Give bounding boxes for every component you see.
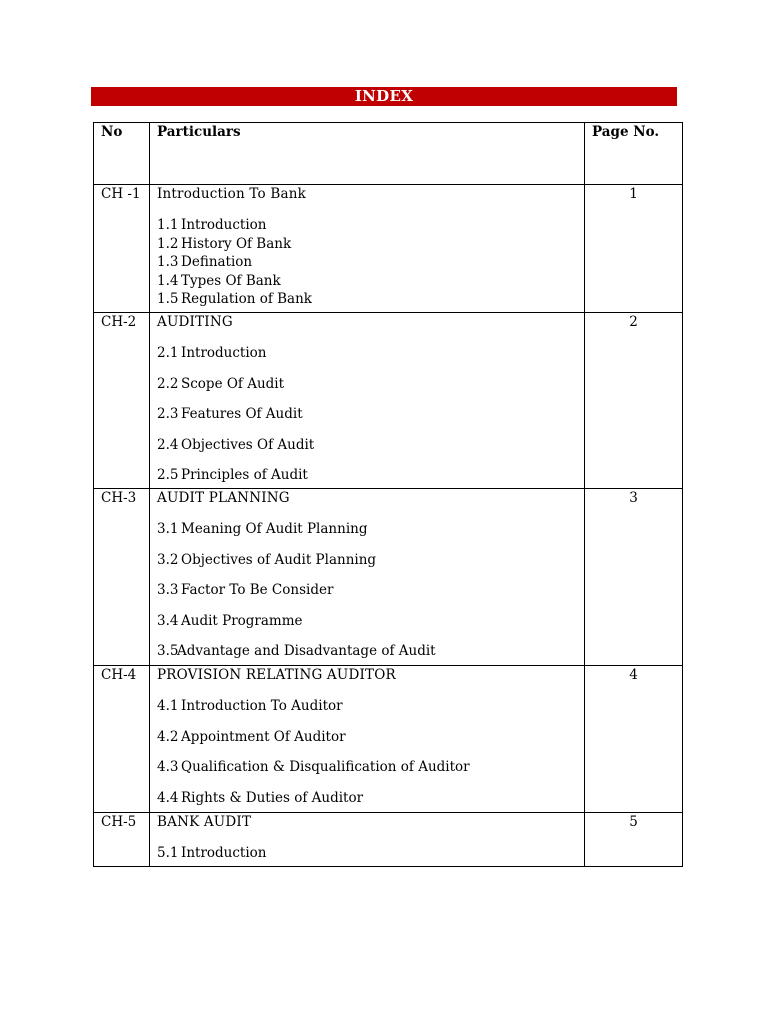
chapter-row: [94, 313, 683, 489]
sub-item: [157, 291, 584, 307]
sub-item: [157, 698, 584, 714]
chapter-page-number: 1: [629, 186, 638, 202]
sub-item: [157, 254, 584, 270]
sub-item-text: Regulation of Bank: [181, 291, 312, 307]
chapter-page-number: 5: [629, 813, 638, 830]
sub-item: [157, 643, 584, 659]
chapter-no: CH-2: [101, 314, 137, 330]
sub-item: [157, 613, 584, 629]
sub-item-number: 1.1: [157, 217, 179, 233]
sub-item: [157, 552, 584, 568]
sub-item-text: Advantage and Disadvantage of Audit: [177, 643, 436, 659]
sub-item-text: Qualification & Disqualification of Auditor: [181, 759, 470, 775]
sub-item-number: 4.4: [157, 789, 179, 806]
sub-item: [157, 729, 584, 745]
sub-item-number: 1.4: [157, 272, 179, 289]
chapter-title: AUDITING: [157, 314, 233, 330]
sub-item-text: Objectives of Audit Planning: [181, 551, 377, 568]
sub-item-number: 1.2: [157, 235, 179, 252]
index-title-bar: [91, 87, 677, 106]
sub-item-number: 1.3: [157, 254, 179, 270]
sub-item-text: Scope Of Audit: [181, 375, 285, 392]
chapter-no: CH -1: [101, 186, 141, 202]
sub-item-text: Introduction To Auditor: [181, 698, 343, 714]
sub-item: [157, 406, 584, 422]
sub-item: [157, 437, 584, 453]
sub-item-text: Defination: [181, 254, 253, 270]
header-particulars: Particulars: [150, 123, 585, 185]
chapter-row: [94, 489, 683, 666]
sub-item-text: Introduction: [181, 217, 267, 233]
sub-item: [157, 217, 584, 233]
chapter-no-cell: [94, 185, 150, 313]
sub-item-number: 4.2: [157, 728, 179, 745]
chapter-title: BANK AUDIT: [157, 813, 252, 830]
chapter-page-number: 3: [629, 490, 638, 506]
sub-item-number: 3.2: [157, 551, 179, 568]
sub-item-text: Types Of Bank: [181, 272, 281, 289]
chapter-no: CH-4: [101, 667, 137, 683]
sub-item-text: Factor To Be Consider: [181, 582, 334, 598]
chapter-particulars-cell: [150, 666, 585, 813]
chapter-row: [94, 666, 683, 813]
sub-item-number: 2.2: [157, 375, 179, 392]
chapter-page-cell: [585, 812, 683, 866]
sub-item-number: 2.4: [157, 436, 179, 453]
chapter-no-cell: [94, 666, 150, 813]
sub-item-number: 1.5: [157, 291, 179, 307]
sub-item-text: Introduction: [181, 345, 267, 361]
sub-item: [157, 845, 584, 861]
index-table: [93, 122, 683, 867]
header-row: [94, 123, 683, 185]
chapter-page-cell: [585, 313, 683, 489]
chapter-page-cell: [585, 666, 683, 813]
chapter-particulars-cell: [150, 185, 585, 313]
sub-item: [157, 273, 584, 289]
sub-item: [157, 790, 584, 806]
sub-item: [157, 376, 584, 392]
chapter-page-cell: [585, 489, 683, 666]
sub-item-text: History Of Bank: [181, 235, 292, 252]
sub-item-number: 3.5: [157, 643, 179, 659]
sub-item-number: 3.1: [157, 521, 179, 537]
sub-item-number: 2.3: [157, 406, 179, 422]
chapter-no-cell: [94, 489, 150, 666]
chapter-no-cell: [94, 313, 150, 489]
sub-item-text: Meaning Of Audit Planning: [181, 521, 368, 537]
chapter-title: PROVISION RELATING AUDITOR: [157, 667, 396, 683]
chapter-title: AUDIT PLANNING: [157, 490, 290, 506]
sub-item: [157, 467, 584, 483]
chapter-particulars-cell: [150, 812, 585, 866]
chapter-row: [94, 185, 683, 313]
chapter-page-number: 2: [629, 314, 638, 330]
chapter-no-cell: [94, 812, 150, 866]
chapter-title: Introduction To Bank: [157, 186, 307, 202]
sub-item-number: 3.4: [157, 612, 179, 629]
chapter-no: CH-5: [101, 813, 137, 830]
sub-item-text: Introduction: [181, 844, 267, 861]
chapter-particulars-cell: [150, 313, 585, 489]
sub-item-number: 4.3: [157, 759, 179, 775]
chapter-page-cell: [585, 185, 683, 313]
sub-item-number: 4.1: [157, 698, 179, 714]
header-page-no: Page No.: [585, 123, 683, 185]
sub-item: [157, 521, 584, 537]
sub-item: [157, 236, 584, 252]
header-no: No: [94, 123, 150, 185]
chapter-particulars-cell: [150, 489, 585, 666]
sub-item-text: Objectives Of Audit: [181, 436, 315, 453]
sub-item-number: 3.3: [157, 582, 179, 598]
sub-item: [157, 582, 584, 598]
sub-item-number: 5.1: [157, 844, 179, 861]
sub-item-text: Features Of Audit: [181, 406, 303, 422]
sub-item: [157, 759, 584, 775]
chapter-row: [94, 812, 683, 866]
chapter-no: CH-3: [101, 490, 137, 506]
sub-item-number: 2.5: [157, 467, 179, 483]
sub-item-text: Principles of Audit: [181, 467, 308, 483]
index-title: INDEX: [354, 87, 414, 105]
chapter-page-number: 4: [629, 667, 638, 683]
sub-item-text: Appointment Of Auditor: [181, 728, 346, 745]
sub-item-number: 2.1: [157, 345, 179, 361]
sub-item-text: Audit Programme: [181, 612, 303, 629]
sub-item-text: Rights & Duties of Auditor: [181, 789, 364, 806]
sub-item: [157, 345, 584, 361]
